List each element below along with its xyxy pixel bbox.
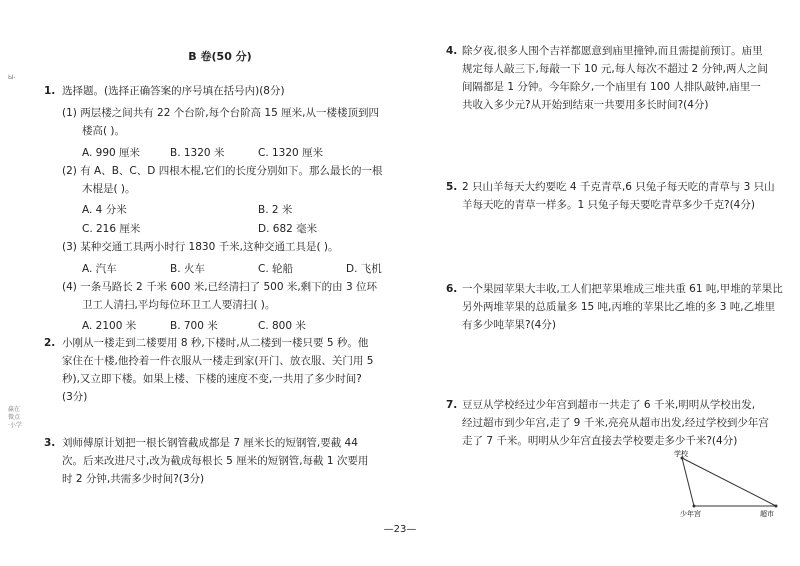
youth-palace-label: 少年宫 xyxy=(680,510,701,518)
q1-sub4-text: 卫工人清扫,平均每位环卫工人要清扫( )。 xyxy=(82,299,276,311)
youth-palace-point xyxy=(693,505,696,508)
route-triangle-diagram xyxy=(660,448,790,518)
q1-sub1-option-a: A. 990 厘米 xyxy=(82,147,141,159)
q1-sub2-option-d: D. 682 毫米 xyxy=(258,223,318,235)
q5-number: 5. xyxy=(446,181,458,193)
q4-text-line: 间隔都是 1 分钟。今年除夕,一个庙里有 100 人排队敲钟,庙里一 xyxy=(462,81,761,93)
q7-text-line: 经过超市到少年宫,走了 9 千米,亮亮从超市出发,经过学校到少年宫 xyxy=(462,417,769,429)
margin-mark: Ы- xyxy=(8,74,16,81)
supermarket-label: 超市 xyxy=(760,510,774,518)
section-title: B 卷(50 分) xyxy=(188,50,252,63)
q1-sub2-option-b: B. 2 米 xyxy=(258,204,293,216)
q2-text-line: 家住在十楼,他拎着一件衣服从一楼走到家(开门、放衣服、关门用 5 xyxy=(62,355,374,367)
q3-text-line: 时 2 分钟,共需多少时间?(3分) xyxy=(62,473,205,485)
school-label: 学校 xyxy=(674,450,688,458)
q5-text-line: 羊每天吃的青草一样多。1 只兔子每天要吃青草多少千克?(4分) xyxy=(462,199,755,211)
q5-text-line: 2 只山羊每天大约要吃 4 千克青草,6 只兔子每天吃的青草与 3 只山 xyxy=(462,181,775,193)
q2-text-line: (3分) xyxy=(62,391,88,403)
q1-sub4-option-b: B. 700 米 xyxy=(170,320,218,332)
q4-number: 4. xyxy=(446,45,458,57)
q1-sub2-option-a: A. 4 分米 xyxy=(82,204,127,216)
q4-text-line: 除夕夜,很多人围个吉祥都愿意到庙里撞钟,而且需提前预订。庙里 xyxy=(462,45,763,57)
q1-sub4-text: (4) 一条马路长 2 千米 600 米,已经清扫了 500 米,剩下的由 3 位环 xyxy=(62,281,378,293)
q2-number: 2. xyxy=(44,337,56,349)
q7-number: 7. xyxy=(446,399,458,411)
q1-sub2-text: (2) 有 A、B、C、D 四根木棍,它们的长度分别如下。那么最长的一根 xyxy=(62,165,383,177)
q6-text-line: 另外两堆苹果的总质量多 15 吨,丙堆的苹果比乙堆的多 3 吨,乙堆里 xyxy=(462,301,776,313)
q3-text-line: 刘师傅原计划把一根长钢管截成都是 7 厘米长的短钢管,要截 44 xyxy=(62,437,358,449)
q1-sub1-option-c: C. 1320 厘米 xyxy=(258,147,324,159)
q7-text-line: 走了 7 千米。明明从少年宫直接去学校要走多少千米?(4分) xyxy=(462,435,738,447)
q1-sub3-option-a: A. 汽车 xyxy=(82,263,117,275)
q1-sub3-option-b: B. 火车 xyxy=(170,263,205,275)
q1-sub3-option-c: C. 轮船 xyxy=(258,263,294,275)
q1-sub4-option-c: C. 800 米 xyxy=(258,320,306,332)
q3-text-line: 次。后来改进尺寸,改为截成每根长 5 厘米的短钢管,每截 1 次要用 xyxy=(62,455,369,467)
q1-sub3-text: (3) 某种交通工具两小时行 1830 千米,这种交通工具是( )。 xyxy=(62,241,339,253)
q6-text-line: 一个果园苹果大丰收,工人们把苹果堆成三堆共重 61 吨,甲堆的苹果比 xyxy=(462,283,783,295)
q6-text-line: 有多少吨苹果?(4分) xyxy=(462,319,556,331)
q4-text-line: 共收入多少元?从开始到结束一共要用多长时间?(4分) xyxy=(462,99,709,111)
q3-number: 3. xyxy=(44,437,56,449)
route-line-school-supermarket xyxy=(682,458,776,506)
q1-sub3-option-d: D. 飞机 xyxy=(346,263,382,275)
q6-number: 6. xyxy=(446,283,458,295)
q1-sub1-text: 楼高( )。 xyxy=(82,125,126,137)
q1-sub2-option-c: C. 216 厘米 xyxy=(82,223,141,235)
q1-sub2-text: 木棍是( )。 xyxy=(82,183,136,195)
q1-sub4-option-a: A. 2100 米 xyxy=(82,320,137,332)
page-number: —23— xyxy=(383,524,417,535)
q2-text-line: 秒),又立即下楼。如果上楼、下楼的速度不变,一共用了多少时间? xyxy=(62,373,362,385)
q1-sub1-text: (1) 两层楼之间共有 22 个台阶,每个台阶高 15 厘米,从一楼楼顶到四 xyxy=(62,107,379,119)
q1-number: 1. xyxy=(44,85,56,97)
margin-mark: ·小学 xyxy=(8,422,22,429)
q1-intro: 选择题。(选择正确答案的序号填在括号内)(8分) xyxy=(62,85,285,97)
q1-sub1-option-b: B. 1320 米 xyxy=(170,147,225,159)
q2-text-line: 小刚从一楼走到二楼要用 8 秒,下楼时,从二楼到一楼只要 5 秒。他 xyxy=(62,337,369,349)
q4-text-line: 规定每人敲三下,每敲一下 10 元,每人每次不超过 2 分钟,两人之间 xyxy=(462,63,768,75)
supermarket-point xyxy=(775,505,778,508)
margin-mark: 微点 xyxy=(8,414,21,421)
margin-mark: 赢在 xyxy=(8,406,21,413)
q7-text-line: 豆豆从学校经过少年宫到超市一共走了 6 千米,明明从学校出发, xyxy=(462,399,756,411)
